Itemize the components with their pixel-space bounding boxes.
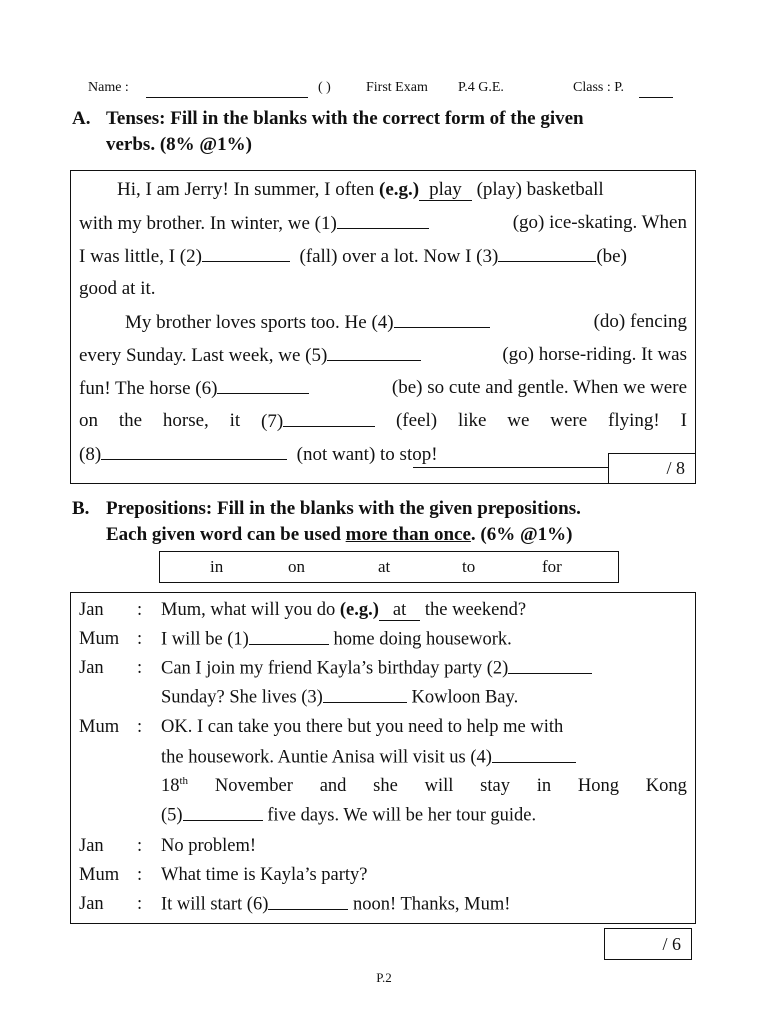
class-number-field[interactable]: ( ) [318,80,331,95]
dialogue-line: Mum, what will you do (e.g.) at the weekend? [161,600,527,620]
dialogue-line: 18th November and she will stay in Hong Kong [161,774,687,796]
passage-line-5: My brother loves sports too. He (4) (do) fencing [125,308,687,336]
section-a-instruction-line1: Tenses: Fill in the blanks with the correct form of the given [106,108,584,129]
speaker: Jan [79,658,104,678]
name-label: Name : [88,80,129,95]
passage-line-3: I was little, I (2) (fall) over a lot. Now I (3) (be) [79,242,687,270]
word-on: on [288,557,305,576]
example-label: (e.g.) [379,179,420,200]
word-in: in [210,557,224,576]
section-b-instruction-line2: Each given word can be used more than once. (6% @1%) [106,524,573,545]
passage-line-9: (8) (not want) to stop! [79,440,687,468]
blank-a8[interactable] [101,440,287,460]
exam-header [88,80,688,102]
section-a-heading [72,106,692,158]
dialogue-line: It will start (6) noon! Thanks, Mum! [161,890,687,918]
signature-rule [413,467,609,468]
blank-a5[interactable] [327,341,421,361]
word-for: for [542,557,562,576]
preposition-word-box [159,551,619,583]
colon: : [137,600,143,620]
speaker: Mum [79,865,120,885]
speaker: Jan [79,894,104,914]
section-a-instruction-line2: verbs. (8% @1%) [106,134,252,155]
dialogue-line: (5) five days. We will be her tour guide. [161,801,687,829]
class-label: Class : P. [573,80,624,95]
section-a-letter: A. [72,108,91,129]
dialogue-line: OK. I can take you there but you need to help me with [161,717,564,737]
blank-b2[interactable] [508,654,592,674]
class-field[interactable] [639,84,673,98]
passage-line-1: Hi, I am Jerry! In summer, I often (e.g.) play (play) basketball [117,179,604,200]
example-answer: at [379,601,420,621]
colon: : [137,717,143,737]
word-at: at [378,557,391,576]
page-number: P.2 [376,970,392,985]
dialogue-line: the housework. Auntie Anisa will visit us (4) [161,743,687,771]
section-b-letter: B. [72,498,90,519]
dialogue-line: Sunday? She lives (3) Kowloon Bay. [161,683,687,711]
blank-b4[interactable] [492,743,576,763]
colon: : [137,629,143,649]
blank-b5[interactable] [183,801,263,821]
colon: : [137,865,143,885]
blank-b1[interactable] [249,625,329,645]
blank-b3[interactable] [323,683,407,703]
dialogue-line: No problem! [161,836,257,856]
dialogue-line: I will be (1) home doing housework. [161,625,687,653]
name-field[interactable] [146,84,308,98]
dialogue-line: What time is Kayla’s party? [161,865,368,885]
blank-a7[interactable] [283,407,375,427]
passage-line-4: good at it. [79,278,156,299]
colon: : [137,658,143,678]
speaker: Jan [79,600,104,620]
dialogue-line: Can I join my friend Kayla’s birthday party (2) [161,654,687,682]
speaker: Jan [79,836,104,856]
dialogue-box [70,592,696,924]
passage-line-6: every Sunday. Last week, we (5) (go) horse-riding. It was [79,341,687,369]
exam-title: First Exam [366,80,428,95]
blank-a1[interactable] [337,209,429,229]
blank-a3[interactable] [498,242,596,262]
example-answer: play [419,180,472,201]
example-label: (e.g.) [339,600,379,620]
passage-line-8: on the horse, it (7) (feel) like we were flying! I [79,407,687,435]
speaker: Mum [79,717,120,737]
tenses-passage-box [70,170,696,484]
section-b-instruction-line1: Prepositions: Fill in the blanks with the given prepositions. [106,498,581,519]
exam-level: P.4 G.E. [458,80,504,95]
colon: : [137,894,143,914]
section-b-heading [72,496,692,548]
section-b-score-box[interactable]: / 6 [604,928,692,960]
colon: : [137,836,143,856]
section-a-score-box[interactable]: / 8 [608,453,696,484]
word-to: to [462,557,476,576]
passage-line-7: fun! The horse (6) (be) so cute and gentle. When we were [79,374,687,402]
passage-line-2: with my brother. In winter, we (1) (go) ice-skating. When [79,209,687,237]
blank-a4[interactable] [394,308,490,328]
speaker: Mum [79,629,120,649]
blank-a2[interactable] [202,242,290,262]
blank-a6[interactable] [217,374,309,394]
blank-b6[interactable] [268,890,348,910]
